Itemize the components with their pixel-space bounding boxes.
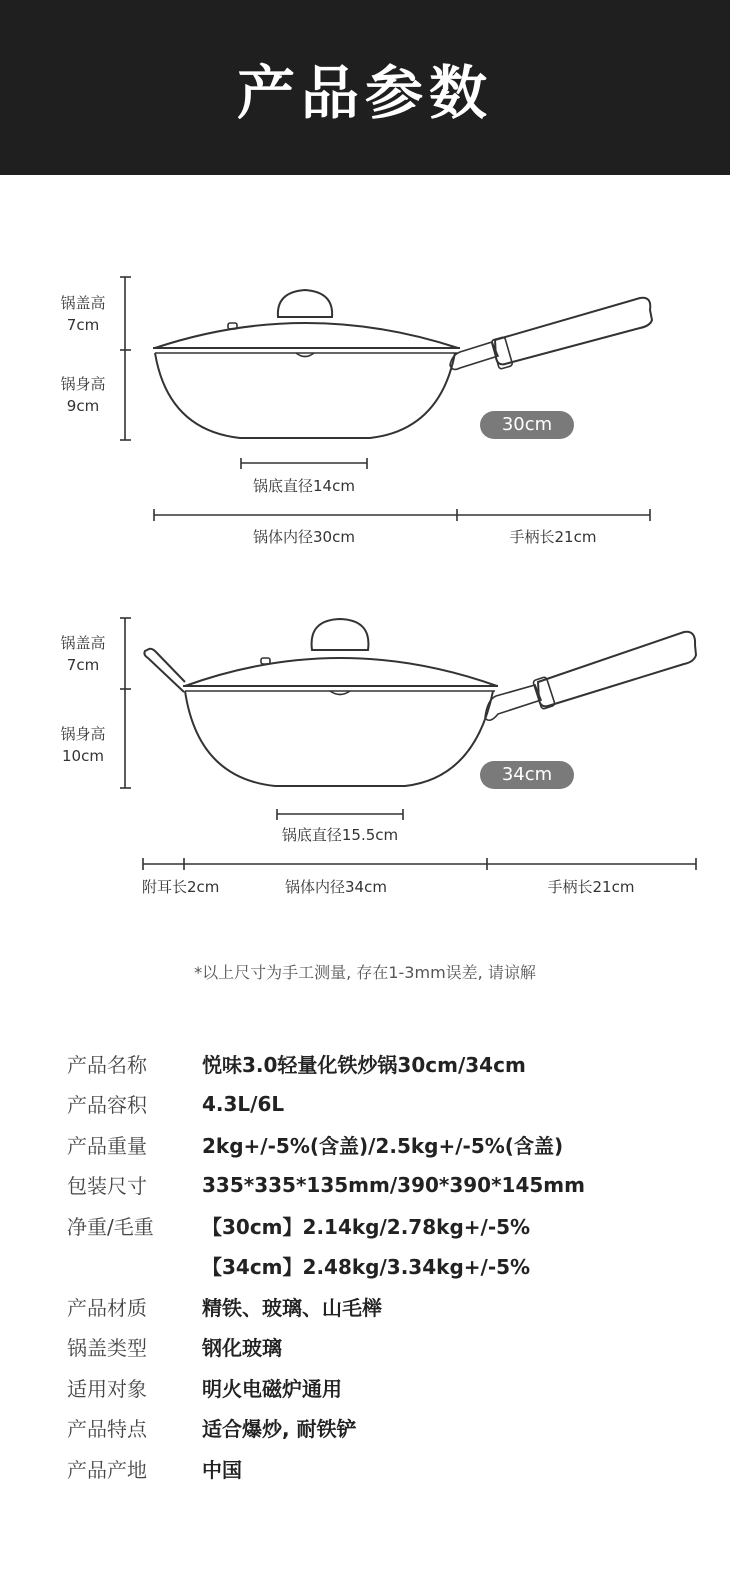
spec-row [67,1084,707,1125]
spec-row [67,1448,707,1489]
spec-key: 产品名称 [67,1052,147,1077]
spec-value: 适合爆炒, 耐铁铲 [202,1417,357,1442]
body-height-label: 锅身高 [60,375,106,393]
spec-value: 【30cm】2.14kg/2.78kg+/-5% [202,1214,531,1239]
lid-height-value: 7cm [66,656,100,674]
spec-row [67,1367,707,1408]
spec-key: 产品特点 [67,1417,147,1442]
lid-height-label: 锅盖高 [60,294,106,312]
measurement-note: *以上尺寸为手工测量, 存在1-3mm误差, 请谅解 [194,963,536,982]
spec-row [67,1205,707,1246]
page-title: 产品参数 [236,58,493,127]
spec-key: 产品产地 [67,1457,147,1482]
lid-height-label: 锅盖高 [60,634,106,652]
spec-table [67,1043,707,1489]
spec-value: 悦味3.0轻量化铁炒锅30cm/34cm [202,1052,526,1077]
spec-value: 2kg+/-5%(含盖)/2.5kg+/-5%(含盖) [202,1133,564,1158]
spec-key: 包装尺寸 [67,1174,147,1199]
spec-value: 335*335*135mm/390*390*145mm [202,1172,585,1197]
size-badge: 34cm [480,761,574,789]
spec-row [67,1246,707,1287]
spec-key: 锅盖类型 [67,1336,147,1361]
size-badge: 30cm [480,411,574,439]
page-header [0,0,730,175]
inner-diameter-label: 锅体内径30cm [253,528,355,546]
spec-value: 中国 [202,1457,242,1482]
wok-30cm-diagram [0,260,730,560]
spec-value: 钢化玻璃 [202,1336,282,1361]
spec-value: 精铁、玻璃、山毛榉 [202,1295,382,1320]
base-diameter-label: 锅底直径15.5cm [281,826,399,844]
ear-length-label: 附耳长2cm [142,878,220,896]
spec-key: 产品容积 [67,1093,147,1118]
spec-row [67,1408,707,1449]
inner-diameter-label: 锅体内径34cm [285,878,387,896]
body-height-label: 锅身高 [60,725,106,743]
spec-key: 净重/毛重 [67,1214,154,1239]
spec-value: 明火电磁炉通用 [202,1376,342,1401]
spec-row [67,1286,707,1327]
base-diameter-label: 锅底直径14cm [253,477,355,495]
spec-value: 4.3L/6L [202,1091,285,1116]
spec-row [67,1043,707,1084]
wok-34cm-diagram [0,600,730,910]
spec-row [67,1124,707,1165]
body-height-value: 10cm [62,747,104,765]
spec-value: 【34cm】2.48kg/3.34kg+/-5% [202,1255,531,1280]
lid-height-value: 7cm [66,316,100,334]
spec-key: 产品材质 [67,1295,147,1320]
spec-row [67,1327,707,1368]
spec-row [67,1165,707,1206]
spec-key: 产品重量 [67,1133,147,1158]
spec-key: 适用对象 [67,1376,147,1401]
body-height-value: 9cm [66,397,100,415]
handle-length-label: 手柄长21cm [547,878,635,896]
handle-length-label: 手柄长21cm [509,528,597,546]
